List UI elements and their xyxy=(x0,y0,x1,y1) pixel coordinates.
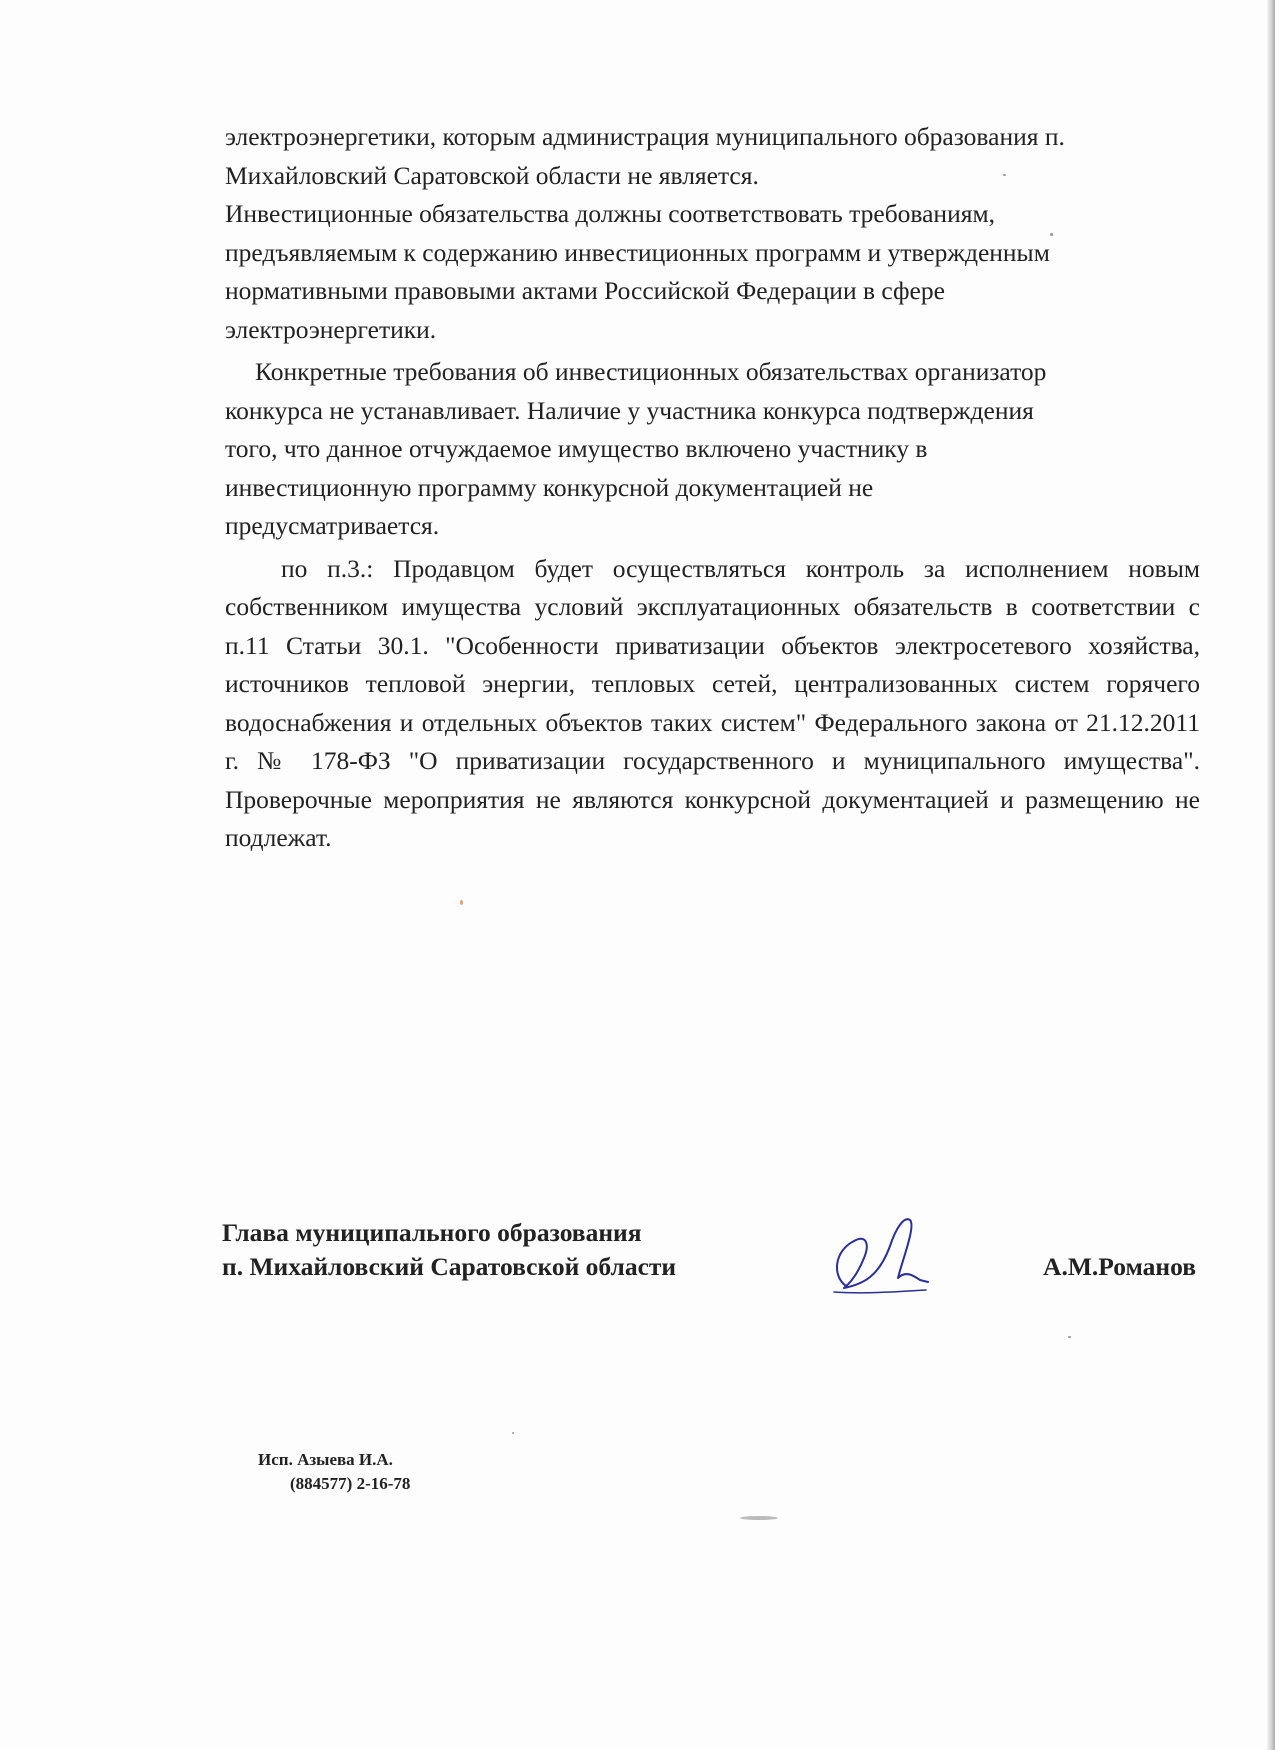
scan-speck xyxy=(460,900,463,905)
scan-speck xyxy=(1050,233,1053,236)
executor-block xyxy=(258,1448,410,1496)
signatory-name: А.М.Романов xyxy=(1043,1252,1196,1281)
scan-speck xyxy=(740,1516,778,1520)
signatory-position: Глава муниципального образования п. Михайловский Саратовской области xyxy=(222,1218,677,1281)
letter-body xyxy=(225,118,1200,858)
scan-speck xyxy=(512,1432,514,1434)
signature-block xyxy=(222,1216,1202,1306)
paragraph-competition-requirements: Конкретные требования об инвестиционных обязательствах организатор конкурса не устанавливает. Наличие у участника конкурса подтверждения того, что данное отчуждаемое имущество включено участнику в инвестиционную программу конкурсной документацией не предусматривается. xyxy=(225,357,1047,540)
paragraph-investment-obligations: электроэнергетики, которым администрация муниципального образования п. Михайловский Саратовской области не является. Инвестиционные обязательства должны соответствовать требованиям, предъявляемым к содержанию инвестиционных программ и утвержденным нормативными правовыми актами Российской Федерации в сфере электроэнергетики. xyxy=(225,122,1065,344)
scan-speck xyxy=(1003,174,1006,176)
executor-phone: (884577) 2-16-78 xyxy=(290,1474,411,1493)
paragraph-seller-control: по п.3.: Продавцом будет осуществляться контроль за исполнением новым собственником имущества условий эксплуатационных обязательств в соответствии с п.11 Статьи 30.1. "Особенности приватизации объектов электросетевого хозяйства, источников тепловой энергии, тепловых сетей, централизованных систем горячего водоснабжения и отдельных объектов таких систем" Федерального закона от 21.12.2011 г. № 178-ФЗ "О приватизации государственного и муниципального имущества". Проверочные мероприятия не являются конкурсной документацией и размещению не подлежат. xyxy=(225,553,1200,852)
handwritten-signature xyxy=(824,1206,934,1306)
scan-speck xyxy=(1068,1336,1071,1338)
scan-edge-shadow xyxy=(1267,0,1275,1750)
executor-name: Исп. Азыева И.А. xyxy=(258,1450,393,1469)
